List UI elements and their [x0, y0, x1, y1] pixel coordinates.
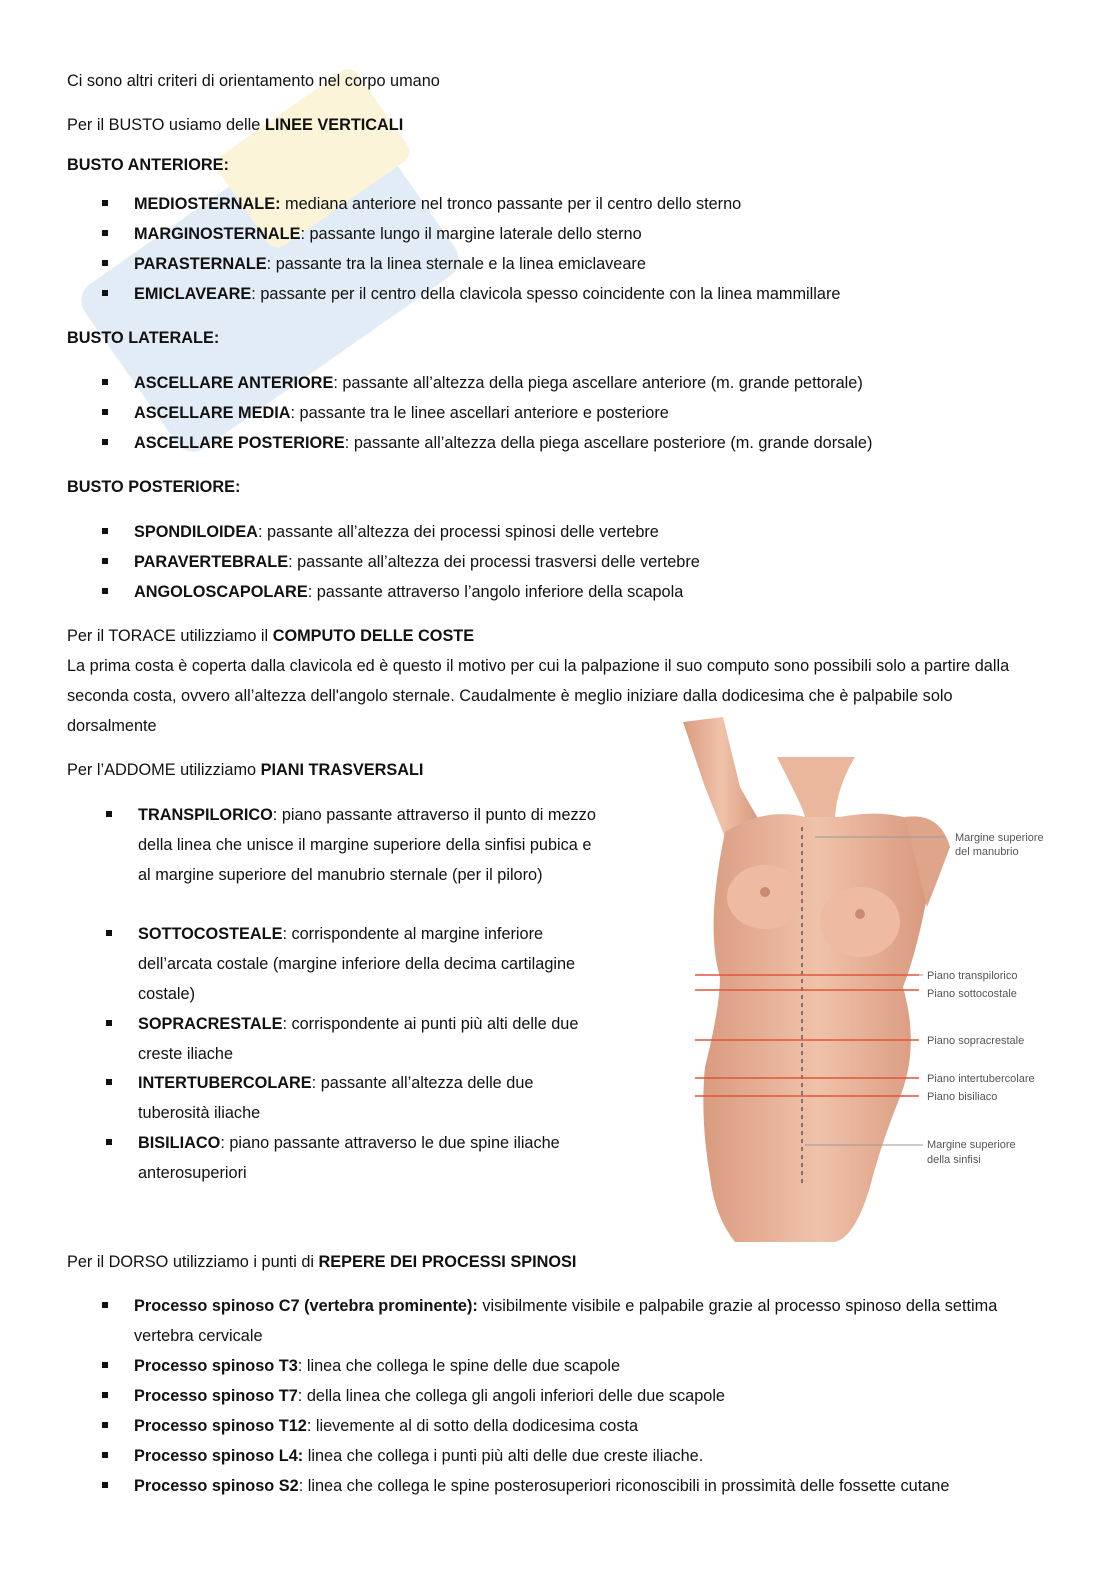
- right-breast: [820, 887, 900, 957]
- bullet-icon: [102, 558, 108, 564]
- bullet-icon: [106, 930, 112, 936]
- section-heading-anteriore: BUSTO ANTERIORE:: [67, 156, 229, 174]
- busto-line: Per il BUSTO usiamo delle LINEE VERTICALI: [67, 116, 404, 134]
- list-item: EMICLAVEARE: passante per il centro della clavicola spesso coincidente con la linea mammillare: [134, 285, 841, 303]
- left-nipple: [760, 887, 770, 897]
- torso-planes-figure: [665, 717, 1065, 1247]
- bullet-icon: [102, 200, 108, 206]
- neck: [777, 757, 855, 817]
- list-item: SOTTOCOSTEALE: corrispondente al margine inferiore dell’arcata costale (margine inferiore della decima cartilagine costale): [138, 925, 576, 1003]
- right-nipple: [855, 909, 865, 919]
- list-item: INTERTUBERCOLARE: passante all’altezza delle due tuberosità iliache: [138, 1074, 534, 1122]
- label-bisiliaco: Piano bisiliaco: [927, 1091, 998, 1103]
- bullet-icon: [102, 588, 108, 594]
- label-sinfisi-2: della sinfisi: [927, 1154, 981, 1166]
- list-item: Processo spinoso T12: lievemente al di sotto della dodicesima costa: [134, 1417, 639, 1435]
- raised-arm: [683, 717, 760, 837]
- label-sopracrestale: Piano sopracrestale: [927, 1035, 1025, 1047]
- bullet-icon: [106, 1139, 112, 1145]
- bullet-icon: [102, 1362, 108, 1368]
- list-item: Processo spinoso C7 (vertebra prominente): visibilmente visibile e palpabile grazie al processo spinoso della settima vertebra cervicale: [134, 1297, 998, 1345]
- bullet-icon: [102, 290, 108, 296]
- list-item: Processo spinoso T7: della linea che collega gli angoli inferiori delle due scapole: [134, 1387, 725, 1405]
- bullet-icon: [106, 1020, 112, 1026]
- bullet-icon: [102, 439, 108, 445]
- intro-text: Ci sono altri criteri di orientamento nel corpo umano: [67, 72, 440, 90]
- bullet-icon: [102, 1302, 108, 1308]
- list-item: TRANSPILORICO: piano passante attraverso il punto di mezzo della linea che unisce il margine superiore della sinfisi pubica e al margine superiore del manubrio sternale (per il piloro): [138, 806, 596, 884]
- list-item: PARAVERTEBRALE: passante all’altezza dei processi trasversi delle vertebre: [134, 553, 700, 571]
- dorso-line: Per il DORSO utilizziamo i punti di REPERE DEI PROCESSI SPINOSI: [67, 1253, 577, 1271]
- list-item: PARASTERNALE: passante tra la linea sternale e la linea emiclaveare: [134, 255, 646, 273]
- section-heading-laterale: BUSTO LATERALE:: [67, 329, 220, 347]
- list-item: MARGINOSTERNALE: passante lungo il margine laterale dello sterno: [134, 225, 642, 243]
- bullet-icon: [106, 1079, 112, 1085]
- torace-paragraph: La prima costa è coperta dalla clavicola ed è questo il motivo per cui la palpazione il suo computo sono possibili solo a partire dalla seconda costa, ovvero all’altezza dell'angolo sternale. Caudalmente è meglio iniziare dalla dodicesima che è palpabile solo dorsalmente: [67, 657, 1010, 735]
- label-sinfisi: Margine superiore: [927, 1139, 1016, 1151]
- bullet-icon: [106, 811, 112, 817]
- list-item: ANGOLOSCAPOLARE: passante attraverso l’angolo inferiore della scapola: [134, 583, 684, 601]
- bullet-icon: [102, 409, 108, 415]
- list-item: Processo spinoso T3: linea che collega le spine delle due scapole: [134, 1357, 621, 1375]
- bullet-icon: [102, 1422, 108, 1428]
- label-intertubercolare: Piano intertubercolare: [927, 1073, 1035, 1085]
- bullet-icon: [102, 528, 108, 534]
- list-item: Processo spinoso L4: linea che collega i punti più alti delle due creste iliache.: [134, 1447, 704, 1465]
- torace-line: Per il TORACE utilizziamo il COMPUTO DELLE COSTE: [67, 627, 475, 645]
- label-manubrio: Margine superiore: [955, 832, 1044, 844]
- list-item: ASCELLARE POSTERIORE: passante all’altezza della piega ascellare posteriore (m. grande dorsale): [134, 434, 873, 452]
- bullet-icon: [102, 1482, 108, 1488]
- bullet-icon: [102, 379, 108, 385]
- list-item: ASCELLARE ANTERIORE: passante all’altezza della piega ascellare anteriore (m. grande pettorale): [134, 374, 863, 392]
- label-transpilorico: Piano transpilorico: [927, 970, 1018, 982]
- bullet-icon: [102, 230, 108, 236]
- list-item: Processo spinoso S2: linea che collega le spine posterosuperiori riconoscibili in prossimità delle fossette cutane: [134, 1477, 950, 1495]
- bullet-icon: [102, 1452, 108, 1458]
- label-manubrio-2: del manubrio: [955, 846, 1019, 858]
- list-item: BISILIACO: piano passante attraverso le due spine iliache anterosuperiori: [138, 1134, 560, 1182]
- addome-line: Per l’ADDOME utilizziamo PIANI TRASVERSALI: [67, 761, 424, 779]
- bullet-icon: [102, 1392, 108, 1398]
- list-item: MEDIOSTERNALE: mediana anteriore nel tronco passante per il centro dello sterno: [134, 195, 742, 213]
- section-heading-posteriore: BUSTO POSTERIORE:: [67, 478, 241, 496]
- list-item: SOPRACRESTALE: corrispondente ai punti più alti delle due creste iliache: [138, 1015, 579, 1063]
- label-sottocostale: Piano sottocostale: [927, 988, 1017, 1000]
- list-item: ASCELLARE MEDIA: passante tra le linee ascellari anteriore e posteriore: [134, 404, 669, 422]
- bullet-icon: [102, 260, 108, 266]
- list-item: SPONDILOIDEA: passante all’altezza dei processi spinosi delle vertebre: [134, 523, 659, 541]
